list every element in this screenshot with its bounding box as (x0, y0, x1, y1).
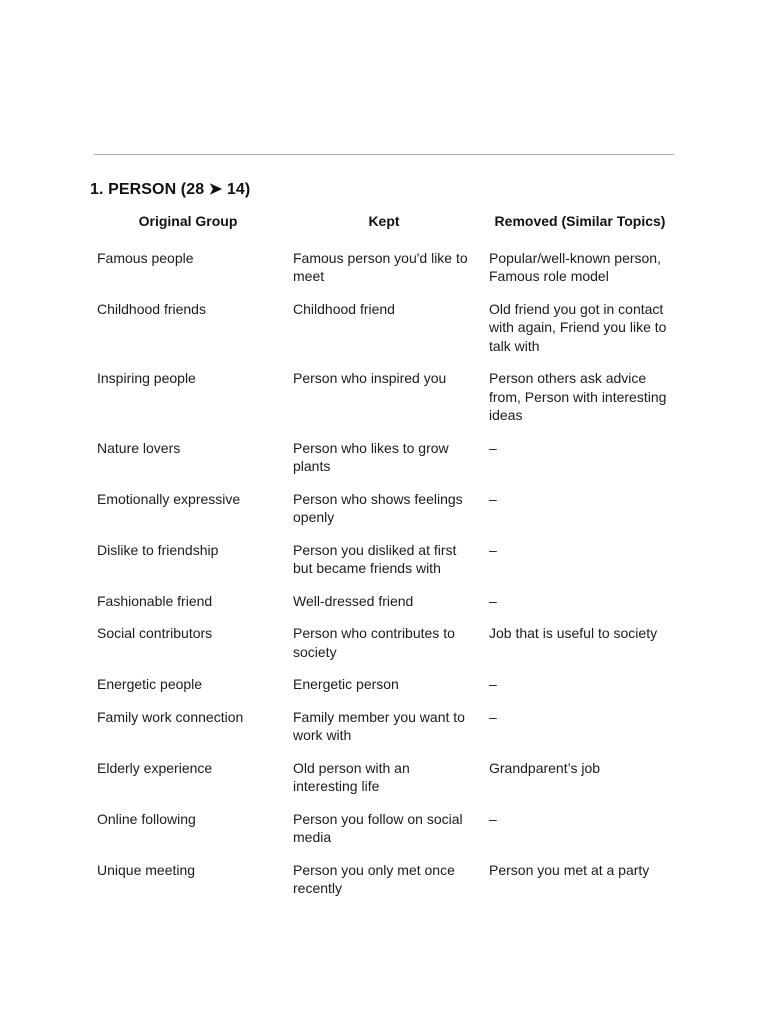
cell-removed: – (489, 676, 497, 692)
table-row (90, 668, 678, 701)
cell-kept: Well-dressed friend (293, 592, 414, 609)
section-title: 1. PERSON (28 ➤ 14) (90, 181, 251, 198)
cell-kept: Person you follow on social media (293, 810, 463, 845)
cell-original-group: Childhood friends (97, 300, 206, 317)
cell-kept: Person you disliked at first but became friends with (293, 541, 457, 576)
cell-original-group: Nature lovers (97, 439, 181, 456)
column-header-kept: Kept (368, 213, 400, 229)
cell-original-group: Famous people (97, 249, 194, 266)
cell-removed: Popular/well-known person, Famous role model (489, 249, 661, 284)
cell-original-group: Unique meeting (97, 861, 196, 878)
cell-original-group: Online following (97, 810, 196, 827)
cell-kept: Person who likes to grow plants (293, 439, 449, 474)
horizontal-divider (94, 154, 674, 155)
cell-removed: Old friend you got in contact with again, Friend you like to talk with (489, 300, 667, 354)
cell-kept: Childhood friend (293, 300, 395, 317)
cell-kept: Old person with an interesting life (293, 759, 410, 794)
cell-original-group: Fashionable friend (97, 592, 213, 609)
cell-original-group: Family work connection (97, 708, 244, 725)
table-row (90, 240, 678, 293)
table-row (90, 752, 678, 803)
cell-removed: Job that is useful to society (489, 625, 658, 641)
table-row (90, 432, 678, 483)
cell-removed: – (489, 439, 497, 456)
table-row (90, 585, 678, 618)
cell-removed: Person others ask advice from, Person with interesting ideas (489, 370, 667, 423)
cell-removed: – (489, 541, 497, 558)
cell-kept: Person who shows feelings openly (293, 490, 463, 525)
cell-kept: Person you only met once recently (293, 861, 455, 896)
table-row (90, 803, 678, 854)
cell-original-group: Emotionally expressive (97, 490, 241, 507)
table-row (90, 483, 678, 534)
cell-original-group: Dislike to friendship (97, 541, 219, 558)
cell-removed: – (489, 490, 497, 507)
column-header-original-group: Original Group (138, 213, 238, 229)
cell-original-group: Energetic people (97, 676, 203, 692)
table-row (90, 362, 678, 432)
table-row (90, 534, 678, 585)
cell-kept: Energetic person (293, 676, 399, 692)
table-row (90, 854, 678, 905)
cell-removed: Person you met at a party (489, 861, 650, 878)
cell-kept: Person who inspired you (293, 370, 447, 386)
cell-removed: – (489, 810, 497, 827)
table-row (90, 617, 678, 668)
column-header-removed: Removed (Similar Topics) (494, 213, 666, 229)
table-row (90, 701, 678, 752)
cell-removed: Grandparent’s job (489, 759, 601, 776)
cell-original-group: Social contributors (97, 625, 213, 641)
cell-kept: Famous person you'd like to meet (293, 249, 468, 284)
table-body (90, 240, 678, 905)
table-row (90, 293, 678, 363)
cell-kept: Person who contributes to society (293, 625, 455, 660)
cell-kept: Family member you want to work with (293, 708, 465, 743)
topics-table (90, 205, 678, 905)
cell-removed: – (489, 708, 497, 725)
cell-original-group: Inspiring people (97, 370, 196, 386)
cell-removed: – (489, 592, 497, 609)
table-header-row (90, 205, 678, 240)
cell-original-group: Elderly experience (97, 759, 213, 776)
